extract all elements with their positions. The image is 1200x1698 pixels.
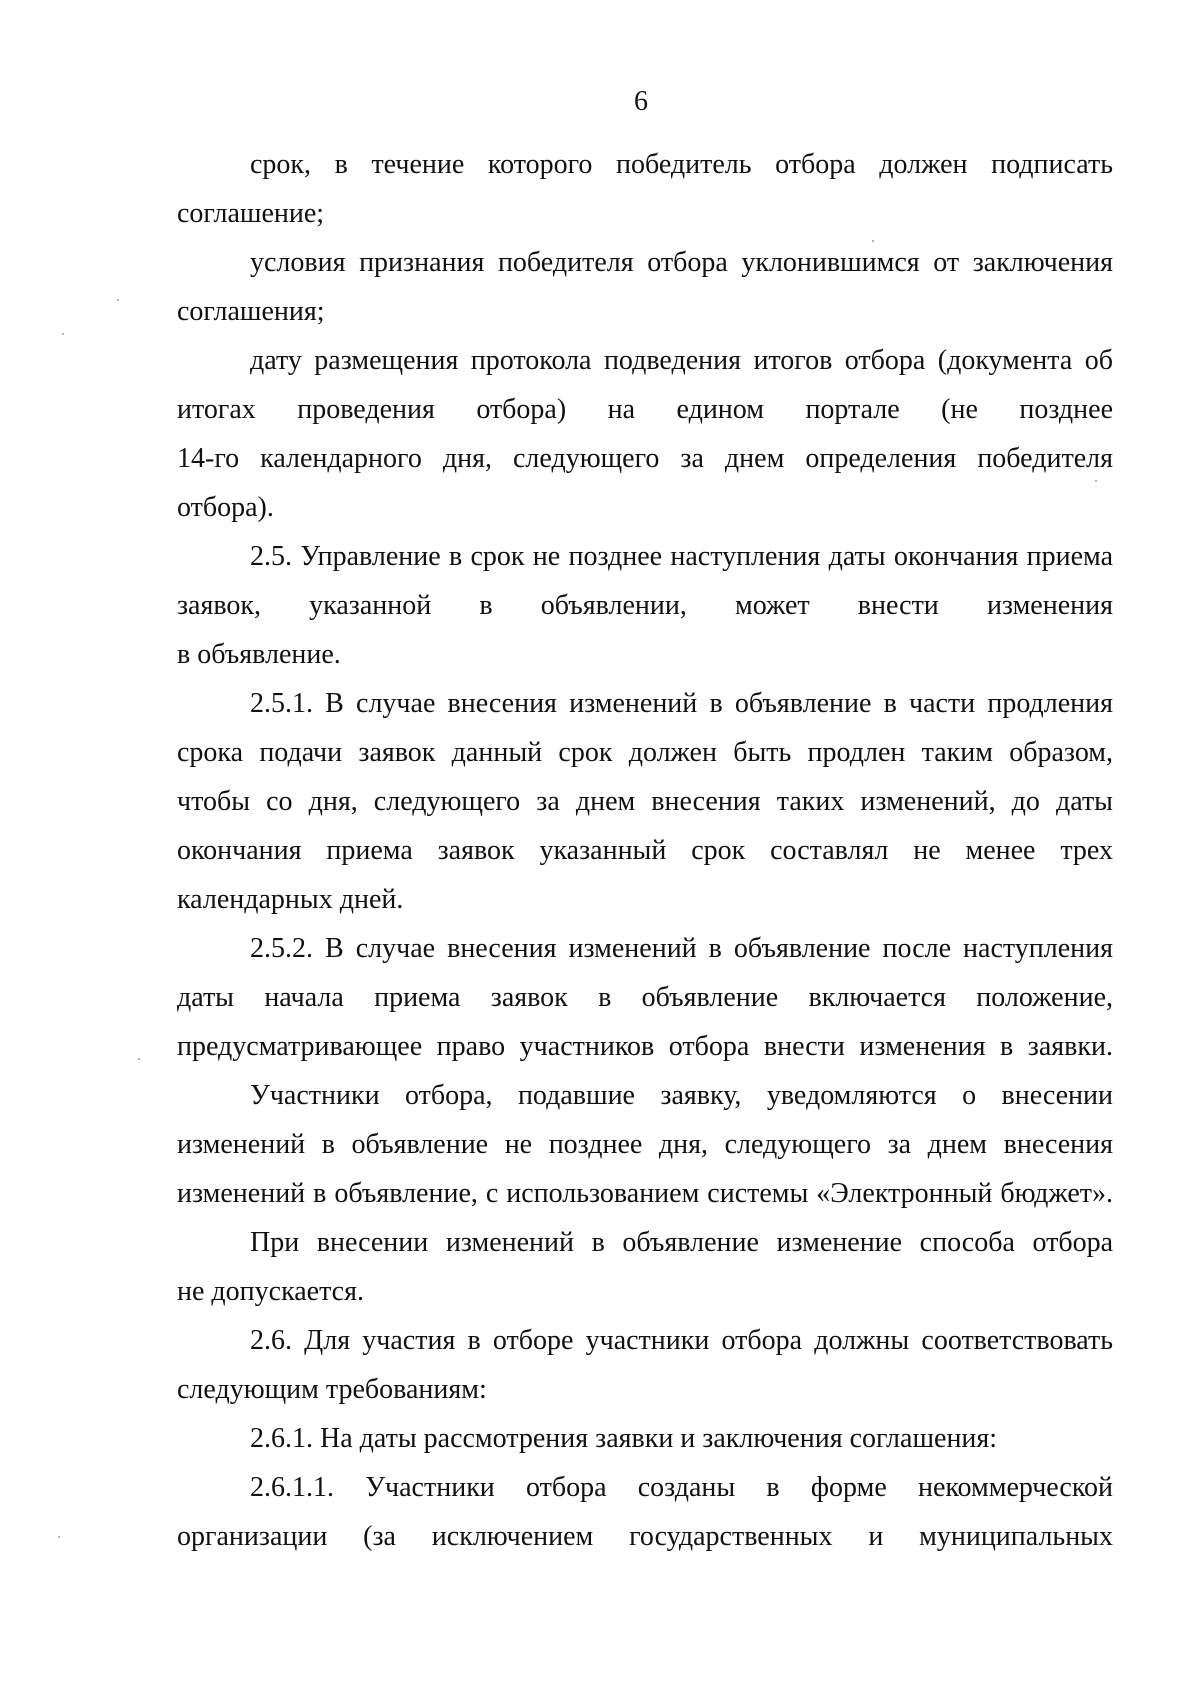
text-line: соглашения; [177,296,325,327]
text-line: условия признания победителя отбора уклонившимся от заключения [250,247,1113,278]
text-line: даты начала приема заявок в объявление включается положение, [177,982,1113,1013]
text-line: изменений в объявление, с использованием системы «Электронный бюджет». [177,1178,1113,1209]
text-line: 2.5. Управление в срок не позднее наступления даты окончания приема [250,541,1113,572]
text-line: окончания приема заявок указанный срок составлял не менее трех [177,835,1113,866]
text-line: 2.6. Для участия в отборе участники отбора должны соответствовать [250,1325,1113,1356]
text-line: отбора). [177,492,274,523]
text-line: заявок, указанной в объявлении, может внести изменения [177,590,1113,621]
text-line: организации (за исключением государственных и муниципальных [177,1521,1113,1552]
paragraph [177,924,1113,1071]
text-line: предусматривающее право участников отбора внести изменения в заявки. [177,1031,1113,1062]
scan-speck [138,1058,140,1060]
paragraph [177,1414,1113,1463]
text-line: 2.6.1. На даты рассмотрения заявки и заключения соглашения: [250,1423,998,1454]
text-line: итогах проведения отбора) на едином портале (не позднее [177,394,1113,425]
paragraph [177,140,1113,238]
scan-speck [872,240,874,242]
paragraph [177,336,1113,532]
text-line: 2.5.1. В случае внесения изменений в объявление в части продления [250,688,1113,719]
paragraph [177,532,1113,679]
text-line: календарных дней. [177,884,404,915]
paragraph [177,1218,1113,1316]
text-line: При внесении изменений в объявление изменение способа отбора [250,1227,1113,1258]
paragraph [177,1071,1113,1218]
text-line: Участники отбора, подавшие заявку, уведомляются о внесении [250,1080,1113,1111]
text-line: 14-го календарного дня, следующего за днем определения победителя [177,443,1113,474]
text-line: не допускается. [177,1276,364,1307]
text-line: следующим требованиям: [177,1374,487,1405]
paragraph [177,1463,1113,1561]
scan-speck [117,299,119,301]
document-body [177,140,1113,1561]
text-line: срок, в течение которого победитель отбора должен подписать [250,149,1113,180]
text-line: 2.5.2. В случае внесения изменений в объявление после наступления [250,933,1113,964]
page-number: 6 [634,86,648,117]
text-line: дату размещения протокола подведения итогов отбора (документа об [250,345,1113,376]
scan-speck [1095,480,1097,482]
scan-speck [62,333,64,335]
text-line: срока подачи заявок данный срок должен быть продлен таким образом, [177,737,1113,768]
paragraph [177,679,1113,924]
text-line: изменений в объявление не позднее дня, следующего за днем внесения [177,1129,1113,1160]
text-line: чтобы со дня, следующего за днем внесения таких изменений, до даты [177,786,1113,817]
paragraph [177,1316,1113,1414]
text-line: соглашение; [177,198,325,229]
text-line: 2.6.1.1. Участники отбора созданы в форме некоммерческой [250,1472,1113,1503]
text-line: в объявление. [177,639,341,670]
scan-speck [58,1536,60,1538]
paragraph [177,238,1113,336]
